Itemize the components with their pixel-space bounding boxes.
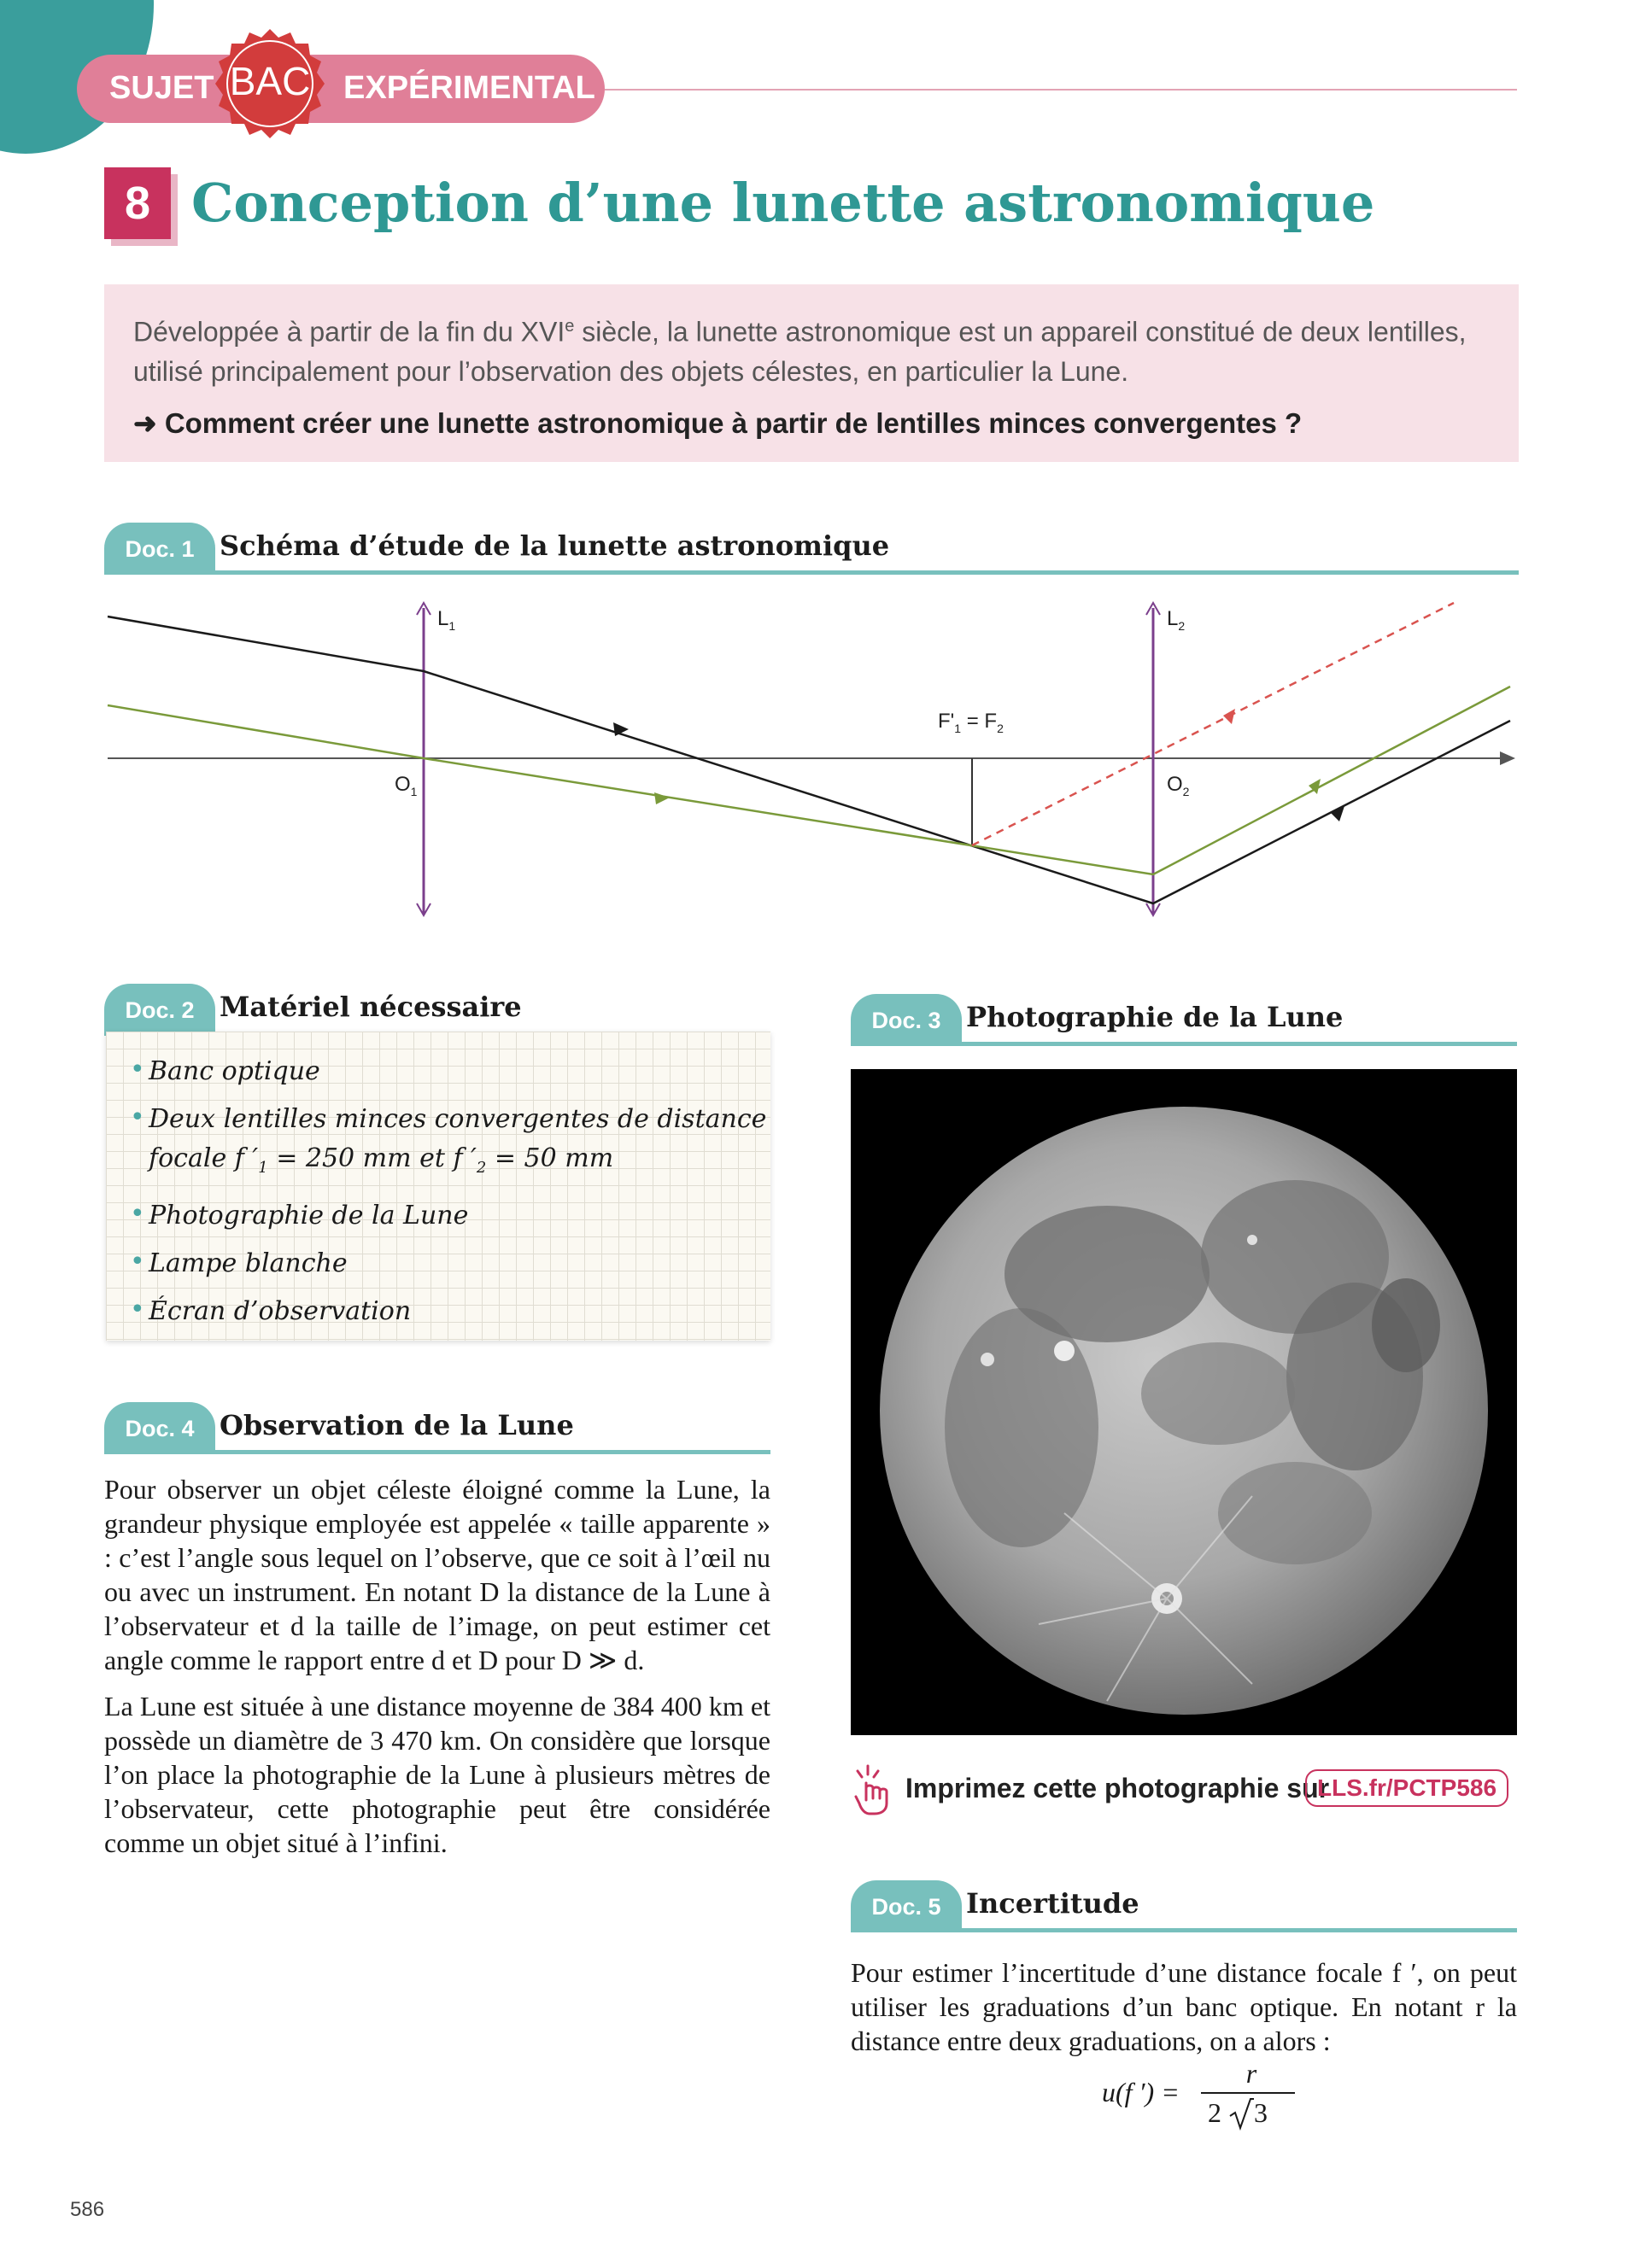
bullet-icon: • — [130, 1199, 145, 1229]
list-item — [130, 1244, 766, 1283]
list-item-text: = 250 mm et f ′ — [267, 1143, 477, 1173]
materials-box — [106, 1032, 770, 1341]
exercise-title: Conception d’une lunette astronomique — [191, 172, 1375, 234]
doc1-header — [104, 523, 1519, 565]
label-focal: $F'_1 = F_2$ — [938, 710, 1004, 735]
doc5-body — [851, 1955, 1517, 2070]
list-item-text: Lampe blanche — [149, 1248, 348, 1278]
doc2-tab: Doc. 2 — [104, 984, 215, 1035]
doc2-title: Matériel nécessaire — [220, 991, 522, 1023]
list-item — [130, 1292, 766, 1331]
doc4-header — [104, 1402, 770, 1445]
list-item-text: Photographie de la Lune — [149, 1201, 469, 1230]
formula-lhs: u(f ′) = — [1102, 2077, 1180, 2107]
list-item — [130, 1196, 766, 1236]
lls-link[interactable]: LLS.fr/PCTP586 — [1305, 1769, 1508, 1807]
doc4-tab: Doc. 4 — [104, 1402, 215, 1453]
doc3-header — [851, 994, 1517, 1037]
list-item-sub: 1 — [258, 1159, 268, 1177]
doc1-tab: Doc. 1 — [104, 523, 215, 574]
formula-numerator: r — [1245, 2058, 1257, 2089]
doc4-body — [104, 1472, 770, 1872]
label-l1: $L_1$ — [437, 607, 456, 633]
doc5-tab: Doc. 5 — [851, 1880, 962, 1932]
bullet-icon: • — [130, 1295, 145, 1324]
materials-list — [130, 1052, 766, 1340]
print-instruction: Imprimez cette photographie sur — [905, 1773, 1330, 1803]
label-o2: $O_2$ — [1167, 773, 1190, 798]
list-item-text: focale f ′ — [149, 1143, 259, 1173]
formula-fraction-bar — [1201, 2092, 1295, 2094]
label-l2: $L_2$ — [1167, 607, 1186, 633]
square-root-icon — [1228, 2097, 1254, 2131]
banner-experimental-label: EXPÉRIMENTAL — [343, 70, 595, 106]
moon-image — [851, 1069, 1517, 1735]
intro-text-part: Développée à partir de la fin du XVI — [133, 316, 565, 348]
list-item-text: = 50 mm — [486, 1143, 614, 1173]
doc3-title: Photographie de la Lune — [966, 1001, 1344, 1033]
telescope-diagram — [104, 589, 1522, 939]
doc5-header — [851, 1880, 1517, 1923]
list-item-text: Écran d’observation — [149, 1296, 412, 1326]
intro-box — [104, 284, 1519, 462]
doc3-rule — [851, 1042, 1517, 1046]
uncertainty-formula — [1102, 2058, 1290, 2135]
doc4-title: Observation de la Lune — [220, 1409, 574, 1441]
red-dashed-ray — [972, 603, 1454, 845]
green-ray-arrow-1 — [654, 792, 670, 804]
red-ray-arrow — [1223, 709, 1235, 724]
intro-text-part: siècle, la lunette astronomique est un appareil constitué de deux lentilles, utilisé principalement pour l’observation des objets célestes, en particulier la Lune. — [133, 316, 1467, 387]
intro-text-sup: e — [565, 317, 575, 336]
formula-radicand: 3 — [1254, 2097, 1268, 2128]
doc5-paragraph: Pour estimer l’incertitude d’une distance focale f ′, on peut utiliser les graduations d’un banc optique. En notant r la distance entre deux graduations, on a alors : — [851, 1957, 1517, 2056]
doc5-rule — [851, 1928, 1517, 1932]
doc4-paragraph-2: La Lune est située à une distance moyenne de 384 400 km et possède un diamètre de 3 470 km. On considère que lorsque l’on place la photographie de la Lune à plusieurs mètres de l’observateur, cette photographie peut être considérée comme un objet situé à l’infini. — [104, 1691, 770, 1858]
subject-banner — [77, 55, 605, 123]
doc2-header — [104, 984, 770, 1026]
list-item-text: Deux lentilles minces convergentes de distance — [149, 1104, 767, 1134]
list-item-text: Banc optique — [149, 1056, 320, 1086]
doc4-paragraph-1: Pour observer un objet céleste éloigné comme la Lune, la grandeur physique employée est appelée « taille apparente » : c’est l’angle sous lequel on l’observe, que ce soit à l’œil nu ou avec un instrument. En notant D la distance de la Lune à l’observateur et d la taille de l’image, on peut estimer cet angle comme le rapport entre d et D pour D ≫ d. — [104, 1474, 770, 1675]
list-item-sub: 2 — [476, 1159, 487, 1177]
doc1-title: Schéma d’étude de la lunette astronomique — [220, 529, 890, 562]
doc4-rule — [104, 1450, 770, 1454]
banner-rule — [605, 89, 1517, 91]
list-item — [130, 1100, 766, 1188]
banner-sujet-label: SUJET — [109, 70, 214, 106]
doc3-tab: Doc. 3 — [851, 994, 962, 1045]
doc1-rule — [104, 570, 1519, 575]
bac-seal-label: BAC — [229, 59, 311, 103]
moon-photo — [851, 1069, 1517, 1735]
formula-denominator: 2 — [1208, 2097, 1221, 2128]
page-number: 586 — [70, 2198, 105, 2221]
bullet-icon: • — [130, 1247, 145, 1277]
intro-text — [133, 307, 1490, 391]
bullet-icon: • — [130, 1102, 145, 1132]
green-ray — [108, 687, 1510, 874]
exercise-number: 8 — [104, 167, 171, 239]
black-ray — [108, 617, 1510, 903]
pointing-hand-icon — [851, 1762, 902, 1817]
intro-question: ➜ Comment créer une lunette astronomique à partir de lentilles minces convergentes ? — [133, 406, 1303, 439]
doc5-title: Incertitude — [966, 1887, 1139, 1920]
bullet-icon: • — [130, 1055, 145, 1084]
label-o1: $O_1$ — [395, 773, 418, 798]
list-item — [130, 1052, 766, 1091]
